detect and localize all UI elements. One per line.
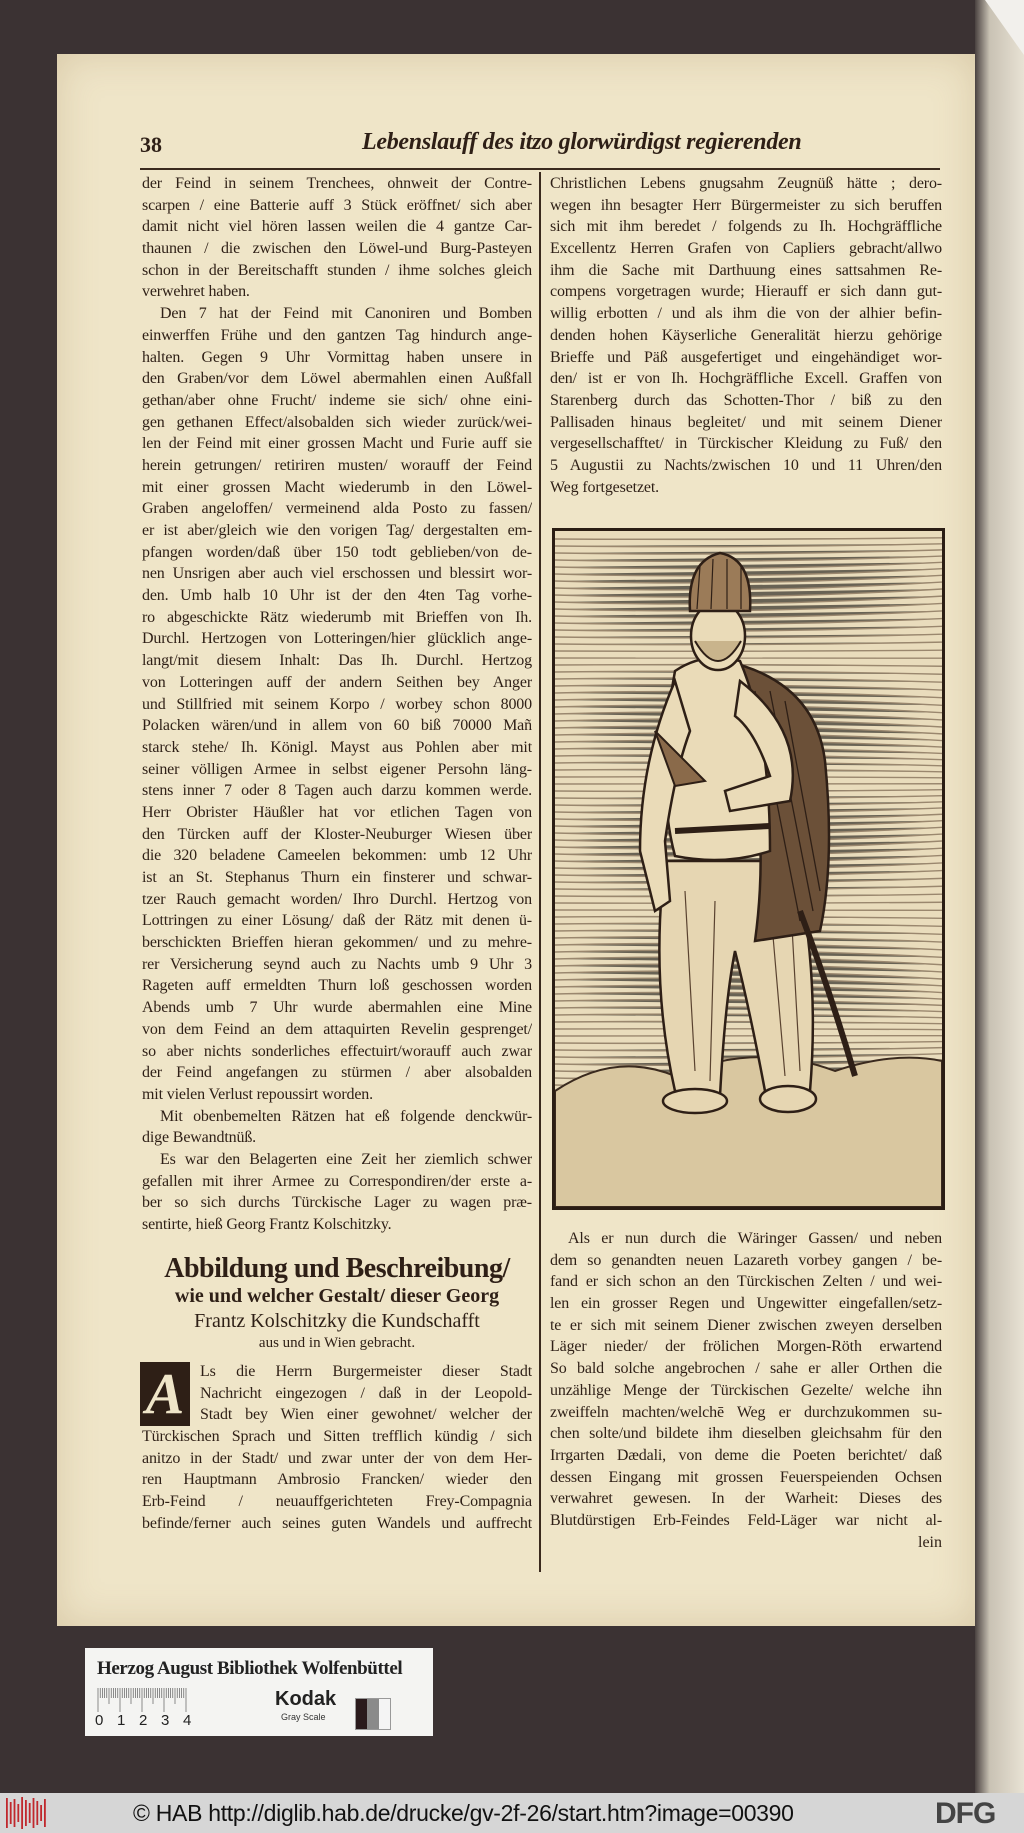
- logo-bar: [33, 1798, 35, 1828]
- text-line: denden hohen Käyserliche Generalität hierzu gehörige: [550, 326, 942, 344]
- text-line: compens vorgetragen wurde; Hierauff er sich dann gut-: [550, 283, 942, 301]
- text-line: unzählige Menge der Türckischen Gezelte/ welche ihn: [550, 1381, 942, 1399]
- text-line: Nachricht eingezogen / daß in der Leopold-: [200, 1384, 532, 1402]
- hab-logo-icon: [4, 1797, 48, 1829]
- text-line: Mit obenbemelten Rätzen hat eß folgende denckwür-: [160, 1107, 532, 1125]
- text-line: der Feind in seinem Trenchees, ohnweit der Contre-: [142, 175, 532, 192]
- text-line: ro abgeschickte Rätz wiederumb mit Brieffen von Ih.: [142, 608, 532, 626]
- text-line: Den 7 hat der Feind mit Canoniren und Bomben: [160, 305, 532, 323]
- text-line: te er sich mit seinem Diener zwischen zweyen derselben: [550, 1316, 942, 1334]
- logo-bar: [25, 1800, 27, 1826]
- text-line: sentirte, hieß Georg Frantz Kolschitzky.: [142, 1216, 392, 1233]
- text-line: Erb-Feind / neuauffgerichteten Frey-Compagnia: [142, 1493, 532, 1511]
- text-line: gen gethanen Effect/alsobalden sich wieder zurück/wei-: [142, 413, 532, 431]
- column-divider: [539, 172, 541, 1572]
- text-line: len ein grosser Regen und Ungewitter eingefallen/setz-: [550, 1295, 942, 1313]
- text-line: damit nicht viel hören lassen weilen die 4 gantze Car-: [142, 218, 532, 236]
- text-line: von dem Feind an dem attaquirten Revelin gesprenget/: [142, 1020, 532, 1038]
- running-title: Lebenslauff des itzo glorwürdigst regierenden: [362, 129, 802, 155]
- text-line: rer Versicherung seynd auch zu Nachts umb 9 Uhr 3: [142, 955, 532, 973]
- text-line: 5 Augustii zu Nachts/zwischen 10 und 11 Uhren/den: [550, 456, 942, 474]
- hatch-line: [555, 556, 942, 561]
- text-line: und Stillfried mit seinem Korpo / worbey schon 8000: [142, 695, 532, 713]
- hatch-line: [555, 634, 942, 638]
- text-line: Läger nieder/ der frölichen Morgen-Röth erwartend: [550, 1338, 942, 1356]
- text-line: Es war den Belagerten eine Zeit her ziemlich schwer: [160, 1150, 532, 1168]
- copyright-url[interactable]: © HAB http://diglib.hab.de/drucke/gv-2f-26/start.htm?image=00390: [133, 1800, 794, 1826]
- text-line: mit vielen Verlust repoussirt worden.: [142, 1085, 374, 1103]
- text-line: Herr Obrister Häußler hat vor etlichen Tagen von: [142, 803, 532, 821]
- hatch-line: [555, 642, 942, 644]
- text-line: Als er nun durch die Wäringer Gassen/ und neben: [568, 1230, 942, 1247]
- section-body-text: [142, 1361, 532, 1535]
- dfg-logo: DFG: [935, 1797, 996, 1830]
- text-line: pfangen worden/daß über 150 todt geblieben/von de-: [142, 543, 532, 561]
- right-column-top-text: [550, 173, 942, 498]
- text-line: Rageten auff ermeldten Thurn loß geschossen worden: [142, 977, 532, 995]
- text-line: So bald solche angebrochen / sahe er aller Orthen die: [550, 1360, 942, 1378]
- text-line: verwehret haben.: [142, 283, 250, 301]
- hatch-line: [555, 665, 942, 667]
- ruler-number: 0: [95, 1712, 104, 1729]
- hatch-line: [555, 626, 942, 631]
- text-line: Durchl. Hertzogen von Lotteringen/hier glücklich ange-: [142, 630, 532, 648]
- hatch-line: [555, 619, 942, 625]
- text-line: befinde/ferner auch seines guten Wandels und auffrecht: [142, 1514, 532, 1532]
- text-line: schon in der Bereitschafft stunden / ihme solches gleich: [142, 261, 532, 279]
- ruler-number: 4: [183, 1712, 192, 1729]
- hatch-line: [555, 550, 942, 554]
- text-line: nen Unsrigen aber auch viel erschossen und blessirt wor-: [142, 565, 532, 583]
- text-line: dige Bewandtnüß.: [142, 1129, 257, 1147]
- text-line: chen solte/und bildete ihm dieselben gleichsahm für den: [550, 1425, 942, 1443]
- text-line: vergesellschafftet/ in Türckischer Kleidung zu Fuß/ den: [550, 435, 942, 453]
- ruler-number: 3: [161, 1712, 170, 1729]
- logo-bar: [40, 1805, 42, 1821]
- right-column-bottom-text: [550, 1228, 942, 1553]
- hatch-line: [555, 1042, 942, 1044]
- text-line: herein getrungen/ retiriren musten/ worauff der Feind: [142, 456, 532, 474]
- text-line: thaunen / die zwischen den Löwel-und Burg-Pasteyen: [142, 240, 532, 258]
- hatch-line: [555, 1048, 942, 1051]
- text-line: Pallisaden hinaus begleitet/ und mit seinem Diener: [550, 413, 942, 431]
- text-line: Polacken wären/und in allem von 60 biß 70000 Mañ: [142, 717, 532, 735]
- logo-bar: [44, 1799, 46, 1827]
- left-column-text: [142, 173, 532, 1236]
- text-line: Graben angeloffen/ vermeinend alda Posto zu fassen/: [142, 500, 532, 518]
- logo-bar: [17, 1804, 19, 1822]
- footer-bar: [0, 1793, 1024, 1833]
- catchword: lein: [918, 1533, 942, 1551]
- text-line: Brieffe und Päß ausgefertiget und eingehändiget wor-: [550, 348, 942, 366]
- heading-title: Abbildung und Beschreibung/: [164, 1253, 510, 1284]
- text-line: gethan/aber ohne Frucht/ indeme sie sich/ ohne eini-: [142, 391, 532, 409]
- text-line: sich mit ihm beredet / folgends zu Ih. Hochgräffliche: [550, 218, 942, 236]
- text-line: Türckischen Sprach und Sitten trefflich kündig / sich: [142, 1428, 532, 1446]
- text-line: seiner völligen Armee in selbst eigener Persohn läng-: [142, 760, 532, 778]
- gray-scale-label: Gray Scale: [281, 1712, 326, 1722]
- page-number: 38: [140, 132, 162, 157]
- heading-subtitle-2: Frantz Kolschitzky die Kundschafft: [194, 1310, 480, 1332]
- ruler-scale: [97, 1688, 197, 1712]
- text-line: dem so genandten neuen Lazareth vorbey gangen / be-: [550, 1251, 942, 1269]
- hatch-line: [555, 1021, 942, 1023]
- hatch-line: [555, 544, 942, 547]
- card-title: Herzog August Bibliothek Wolfenbüttel: [97, 1658, 403, 1679]
- hatch-line: [555, 569, 942, 576]
- color-calibration-card: [85, 1648, 433, 1736]
- text-line: scarpen / eine Batterie auff 3 Stück eröffnet/ sich aber: [142, 196, 532, 214]
- text-line: Blutdürstigen Erb-Feindes Feld-Läger war nicht al-: [550, 1511, 942, 1529]
- text-line: langt/mit diesem Inhalt: Das Ih. Durchl. Hertzog: [142, 652, 532, 670]
- heading-subtitle: wie und welcher Gestalt/ dieser Georg: [174, 1285, 500, 1307]
- logo-bar: [10, 1802, 12, 1824]
- logo-bar: [29, 1803, 31, 1823]
- text-line: er ist aber/gleich wie den vorigen Tag/ dergestalten em-: [142, 522, 532, 539]
- text-line: von Lotteringen auff der andern Seithen bey Anger: [142, 673, 532, 691]
- hatch-line: [555, 650, 942, 651]
- text-line: anitzo in der Stadt/ und zwar unter der von dem Her-: [142, 1449, 532, 1467]
- text-line: Lottringen zu einer Lösung/ daß der Rätz mit denen ü-: [142, 912, 532, 930]
- text-line: ber so sich durchs Türckische Lager zu wagen præ-: [142, 1194, 532, 1212]
- text-line: tzer Rauch gemacht worden/ Ihro Durchl. Hertzog von: [142, 890, 532, 908]
- text-line: Stadt bey Wien einer gewohnet/ welcher der: [200, 1406, 532, 1424]
- text-line: der Feind angefangen zu stürmen / aber alsobalden: [142, 1064, 532, 1082]
- text-line: gefallen mit ihrer Armee zu Correspondiren/der erste a-: [142, 1172, 532, 1190]
- text-line: Abends umb 7 Uhr wurde abermahlen eine Mine: [142, 999, 532, 1017]
- text-line: Starenberg durch das Schotten-Thor / biß zu den: [550, 391, 942, 409]
- ruler-number: 1: [117, 1712, 126, 1729]
- drop-cap: A: [140, 1362, 190, 1426]
- logo-bar: [14, 1799, 16, 1827]
- text-line: einwerffen Frühe und den gantzen Tag hindurch ange-: [142, 326, 532, 344]
- text-line: ihm die Sache mit Darthuung eines sattsahmen Re-: [550, 261, 942, 279]
- text-line: berschickten Brieffen hieran gekommen/ und zu mehre-: [142, 934, 532, 952]
- text-line: starck stehe/ Ih. Königl. Mayst aus Pohlen aber mit: [142, 738, 532, 756]
- text-line: Weg fortgesetzet.: [550, 478, 659, 496]
- page-corner: [985, 0, 1024, 55]
- ruler-number: 2: [139, 1712, 148, 1729]
- hatch-line: [555, 538, 942, 540]
- header-rule: [140, 168, 940, 170]
- section-heading: [142, 1254, 532, 1353]
- text-line: den Graben/vor dem Löwel abermahlen einen Außfall: [142, 370, 532, 388]
- text-line: Irrgarten Dædali, von deme die Poeten berichtet/ daß: [550, 1446, 942, 1464]
- text-line: zweiffeln machten/welchē Weg er durchzukommen su-: [550, 1403, 942, 1421]
- text-line: Christlichen Lebens gnugsahm Zeugnüß hätte ; dero-: [550, 175, 942, 192]
- text-line: stens inner 7 oder 8 Tagen auch darzu kommen werde.: [142, 782, 532, 800]
- text-line: fand er sich schon an den Türckischen Zelten / und wei-: [550, 1273, 942, 1291]
- woodcut-illustration: [552, 528, 945, 1210]
- text-line: wegen ihn besagter Herr Bürgermeister zu sich beruffen: [550, 196, 942, 214]
- text-line: mit einer grossen Macht wiederumb in den Löwel-: [142, 478, 532, 496]
- hatch-line: [555, 562, 942, 568]
- adjacent-page-edge: [975, 0, 1024, 1793]
- text-line: den Türcken auff der Kloster-Neuburger Wiesen über: [142, 825, 532, 843]
- logo-bar: [36, 1801, 38, 1825]
- text-line: willig erbotten / und als ihm die von der alhier befin-: [550, 305, 942, 323]
- text-line: den/ ist er von Ih. Hochgräffliche Excell. Graffen von: [550, 370, 942, 388]
- logo-bar: [6, 1798, 8, 1828]
- logo-bar: [21, 1797, 23, 1829]
- text-line: verwahret gewesen. In der Warheit: Dieses des: [550, 1490, 942, 1508]
- text-line: Excellentz Herren Grafen von Capliers gebracht/allwo: [550, 240, 942, 258]
- text-line: ist an St. Stephanus Thurn ein finsterer und schwar-: [142, 869, 532, 886]
- text-line: len der Feind mit einer grossen Macht und Furie auff sie: [142, 435, 532, 453]
- text-line: halten. Gegen 9 Uhr Vormittag haben unsere in: [142, 348, 532, 366]
- text-line: die 320 beladene Cameelen bekommen: umb 12 Uhr: [142, 847, 532, 865]
- text-line: dessen Eingang mit grossen Feuerspeienden Ochsen: [550, 1468, 942, 1486]
- gray-patches: [355, 1698, 391, 1730]
- text-line: so aber nichts sonderliches effectuirt/worauff auch zwar: [142, 1042, 532, 1060]
- text-line: Ls die Herrn Burgermeister dieser Stadt: [200, 1363, 532, 1380]
- kodak-logo: Kodak: [275, 1688, 337, 1710]
- woodcut-figure: [555, 531, 942, 1207]
- hatch-line: [555, 1029, 942, 1030]
- text-line: den. Umb halb 10 Uhr ist der den 4ten Tag vorhe-: [142, 587, 532, 605]
- text-line: ren Hauptmann Ambrosio Francken/ wieder den: [142, 1471, 532, 1489]
- heading-subtitle-3: aus und in Wien gebracht.: [258, 1335, 416, 1351]
